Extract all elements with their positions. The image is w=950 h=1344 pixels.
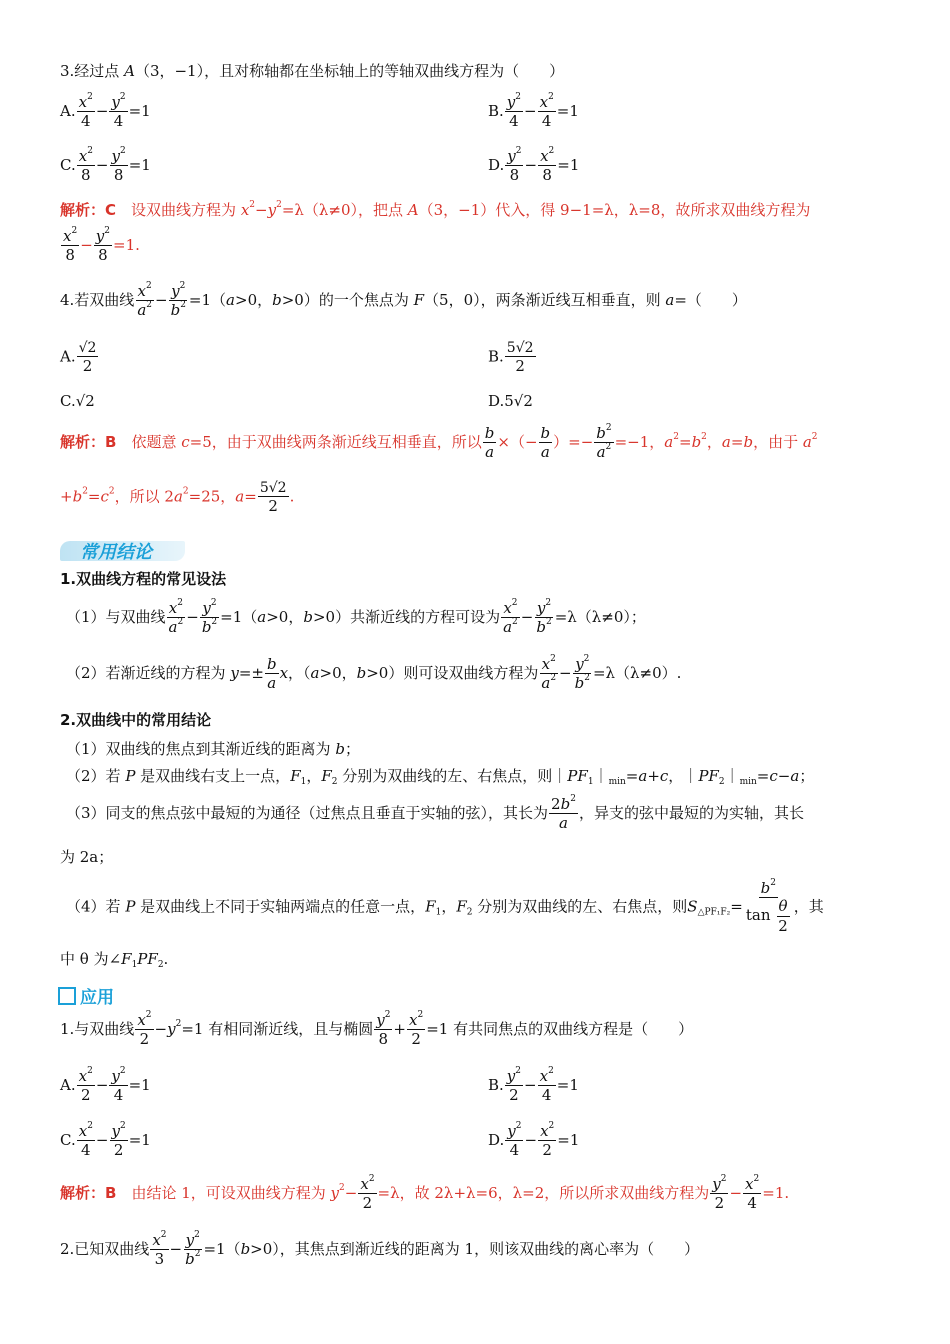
q4-stem: 4.若双曲线 $\frac{x^2}{a^2}$ − $\frac{y^2}{b^2}$ =1（a>0，b>0）的一个焦点为 F（5，0），两条渐近线互相垂直，则 a=（ ） bbox=[60, 281, 747, 320]
conclusion-2-item-2: （2）若 P 是双曲线右支上一点，$F_1$，$F_2$ 分别为双曲线的左、右焦点，则$|PF_1|_{min}=a+c$，$|PF_2|_{min}=c-a$； bbox=[66, 767, 815, 787]
q3-solution-equation: $\frac{x^2}{8}$ − $\frac{y^2}{8}$ =1. bbox=[63, 226, 140, 265]
q3-option-b: B. $\frac{y^2}{4}$ − $\frac{x^2}{4}$ =1 bbox=[488, 92, 579, 131]
section-title: 常用结论 bbox=[80, 542, 152, 563]
conclusion-2-item-1: （1）双曲线的焦点到其渐近线的距离为 b； bbox=[66, 740, 360, 758]
conclusion-2-item-4-cont: 中 θ 为$\angle F_1PF_2$. bbox=[60, 950, 169, 970]
q3-option-c: C. $\frac{x^2}{8}$ − $\frac{y^2}{8}$ =1 bbox=[60, 146, 151, 185]
conclusion-1-title: 1.双曲线方程的常见设法 bbox=[60, 570, 227, 588]
conclusion-2-item-3-cont: 为 2a； bbox=[60, 848, 114, 866]
q4-solution: 解析：B 依题意 c=5，由于双曲线两条渐近线互相垂直，所以 $\frac{b}{a}$ ×（− $\frac{b}{a}$ ）=− $\frac{b^2}{a^2}$ =−1，$a^2=b^2$，a=b，由于 $a^2$ bbox=[60, 423, 818, 462]
q3-solution: 解析：C 设双曲线方程为 $x^2-y^2=\lambda(\lambda\ne 0)$，把点 A（3，−1）代入，得 9−1=λ，λ=8，故所求双曲线方程为 bbox=[60, 200, 811, 219]
q4-option-c: C.√2 bbox=[60, 392, 95, 410]
a2-stem: 2.已知双曲线 $\frac{x^2}{3}$ − $\frac{y^2}{b^2}$ =1（b>0），其焦点到渐近线的距离为 1，则该双曲线的离心率为（ ） bbox=[60, 1230, 700, 1269]
a1-option-b: B. $\frac{y^2}{2}$ − $\frac{x^2}{4}$ =1 bbox=[488, 1066, 579, 1105]
q4-option-b: B. $\frac{5√2}{2}$ bbox=[488, 340, 534, 376]
q3-option-a: A. $\frac{x^2}{4}$ − $\frac{y^2}{4}$ =1 bbox=[60, 92, 151, 131]
apply-heading: 应用 bbox=[58, 983, 114, 1008]
q3-stem: 3.经过点 A（3，−1），且对称轴都在坐标轴上的等轴双曲线方程为（ ） bbox=[60, 62, 565, 80]
a1-stem: 1.与双曲线 $\frac{x^2}{2}$ $-y^2=1$ 有相同渐近线，且与椭圆 $\frac{y^2}{8}$ + $\frac{x^2}{2}$ =1 有共同焦点的双曲线方程是（ ） bbox=[60, 1010, 694, 1049]
a1-solution: 解析：B 由结论 1，可设双曲线方程为 $y^2-$ $\frac{x^2}{2}$ =λ，故 2λ+λ=6，λ=2，所以所求双曲线方程为 $\frac{y^2}{2}$ − $\frac{x^2}{4}$ =1. bbox=[60, 1174, 790, 1213]
conclusion-1-item-2: （2）若渐近线的方程为 y=± $\frac{b}{a}$ x，（a>0，b>0）则可设双曲线方程为 $\frac{x^2}{a^2}$ − $\frac{y^2}{b^2}$ =λ（λ≠0）. bbox=[66, 654, 682, 693]
a1-option-d: D. $\frac{y^2}{4}$ − $\frac{x^2}{2}$ =1 bbox=[488, 1121, 580, 1160]
conclusion-2-item-3: （3）同支的焦点弦中最短的为通径（过焦点且垂直于实轴的弦），其长为 $\frac{2b^2}{a}$ ，异支的弦中最短的为实轴，其长 bbox=[66, 794, 804, 833]
apply-icon bbox=[58, 987, 76, 1005]
q3-option-d: D. $\frac{y^2}{8}$ − $\frac{x^2}{8}$ =1 bbox=[488, 146, 580, 185]
conclusion-1-item-1: （1）与双曲线 $\frac{x^2}{a^2}$ − $\frac{y^2}{b^2}$ =1（a>0，b>0）共渐近线的方程可设为 $\frac{x^2}{a^2}$ − $\frac{y^2}{b^2}$ =λ（λ≠0）； bbox=[66, 598, 646, 637]
conclusion-2-item-4: （4）若 P 是双曲线上不同于实轴两端点的任意一点，$F_1$，$F_2$ 分别为双曲线的左、右焦点，则$S_{\triangle PF_1F_2}=$ $b^2$ tan $\frac{\theta}{2}$ ，其 bbox=[66, 878, 824, 935]
q4-solution-line2: $+b^2=c^2$，所以 $2a^2=25$，a= $\frac{5√2}{2}$ . bbox=[60, 480, 295, 516]
q4-option-a: A. $\frac{√2}{2}$ bbox=[60, 340, 97, 376]
conclusion-2-title: 2.双曲线中的常用结论 bbox=[60, 711, 212, 729]
q4-option-d: D.5√2 bbox=[488, 392, 533, 410]
a1-option-a: A. $\frac{x^2}{2}$ − $\frac{y^2}{4}$ =1 bbox=[60, 1066, 151, 1105]
section-banner bbox=[60, 538, 185, 562]
a1-option-c: C. $\frac{x^2}{4}$ − $\frac{y^2}{2}$ =1 bbox=[60, 1121, 151, 1160]
